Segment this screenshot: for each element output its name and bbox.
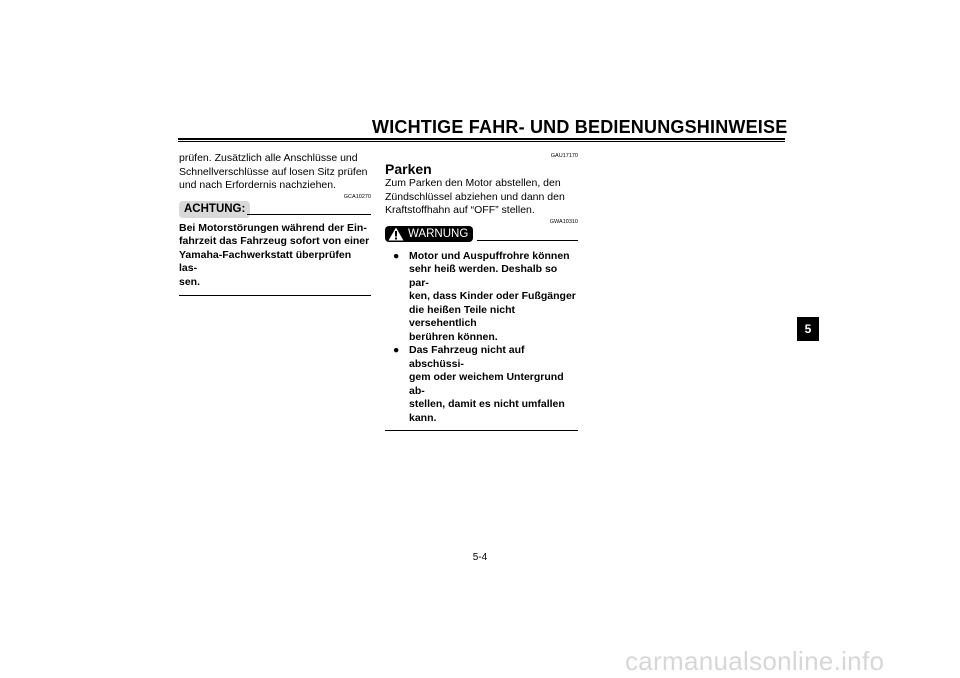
text-line: kann. xyxy=(409,411,437,424)
text-line: Das Fahrzeug nicht auf abschüssi- xyxy=(409,344,525,370)
warning-badge xyxy=(385,226,473,242)
text-line: die heißen Teile nicht versehentlich xyxy=(409,303,515,329)
warning-rule xyxy=(477,240,578,241)
warning-code: GWA10310 xyxy=(549,218,578,225)
text-line: Zum Parken den Motor abstellen, den xyxy=(385,177,561,189)
text-line: berühren können. xyxy=(409,330,498,343)
list-item xyxy=(385,344,578,425)
warning-label: WARNUNG xyxy=(408,227,469,240)
notice-end-rule xyxy=(179,295,371,296)
page-number: 5-4 xyxy=(472,552,488,563)
warning-triangle-icon xyxy=(388,227,404,241)
chapter-tab: 5 xyxy=(797,317,819,341)
left-column xyxy=(179,152,371,296)
text-line: ken, dass Kinder oder Fußgänger xyxy=(409,290,576,302)
bullet-icon: ● xyxy=(393,344,400,356)
section-heading: Parken xyxy=(385,161,432,177)
text-line: sehr heiß werden. Deshalb so par- xyxy=(409,263,558,289)
notice-rule xyxy=(247,214,371,215)
bullet-icon: ● xyxy=(393,249,400,262)
text-line: Schnellverschlüsse auf losen Sitz prüfen xyxy=(179,165,368,178)
middle-column xyxy=(385,152,578,431)
notice-badge: ACHTUNG: xyxy=(179,201,250,218)
text-line: und nach Erfordernis nachziehen. xyxy=(179,179,337,191)
reference-code: GAU17170 xyxy=(550,153,578,159)
intro-paragraph xyxy=(179,152,371,193)
text-line: Kraftstoffhahn auf “OFF” stellen. xyxy=(385,204,535,216)
header-rule xyxy=(178,138,785,140)
header-rule-thin xyxy=(178,141,785,142)
warning-end-rule xyxy=(385,430,578,431)
notice-text xyxy=(179,222,371,290)
notice-header xyxy=(179,201,371,219)
text-line: Bei Motorstörungen während der Ein- xyxy=(179,221,367,234)
list-item xyxy=(385,250,578,345)
warning-list xyxy=(385,250,578,426)
warning-header xyxy=(385,226,578,246)
text-line: fahrzeit das Fahrzeug sofort von einer xyxy=(179,235,370,247)
text-line: stellen, damit es nicht umfallen xyxy=(409,398,565,410)
text-line: gem oder weichem Untergrund ab- xyxy=(409,371,564,397)
parking-paragraph xyxy=(385,177,578,218)
reference-code: GCA10270 xyxy=(343,193,371,200)
watermark: carmanualsonline.info xyxy=(625,646,885,676)
text-line: sen. xyxy=(179,275,201,288)
text-line: Yamaha-Fachwerkstatt überprüfen las- xyxy=(179,248,352,274)
page-title: WICHTIGE FAHR- UND BEDIENUNGSHINWEISE xyxy=(372,117,788,137)
text-line: prüfen. Zusätzlich alle Anschlüsse und xyxy=(179,152,358,164)
text-line: Motor und Auspuffrohre können xyxy=(409,249,570,262)
text-line: Zündschlüssel abziehen und dann den xyxy=(385,190,565,203)
